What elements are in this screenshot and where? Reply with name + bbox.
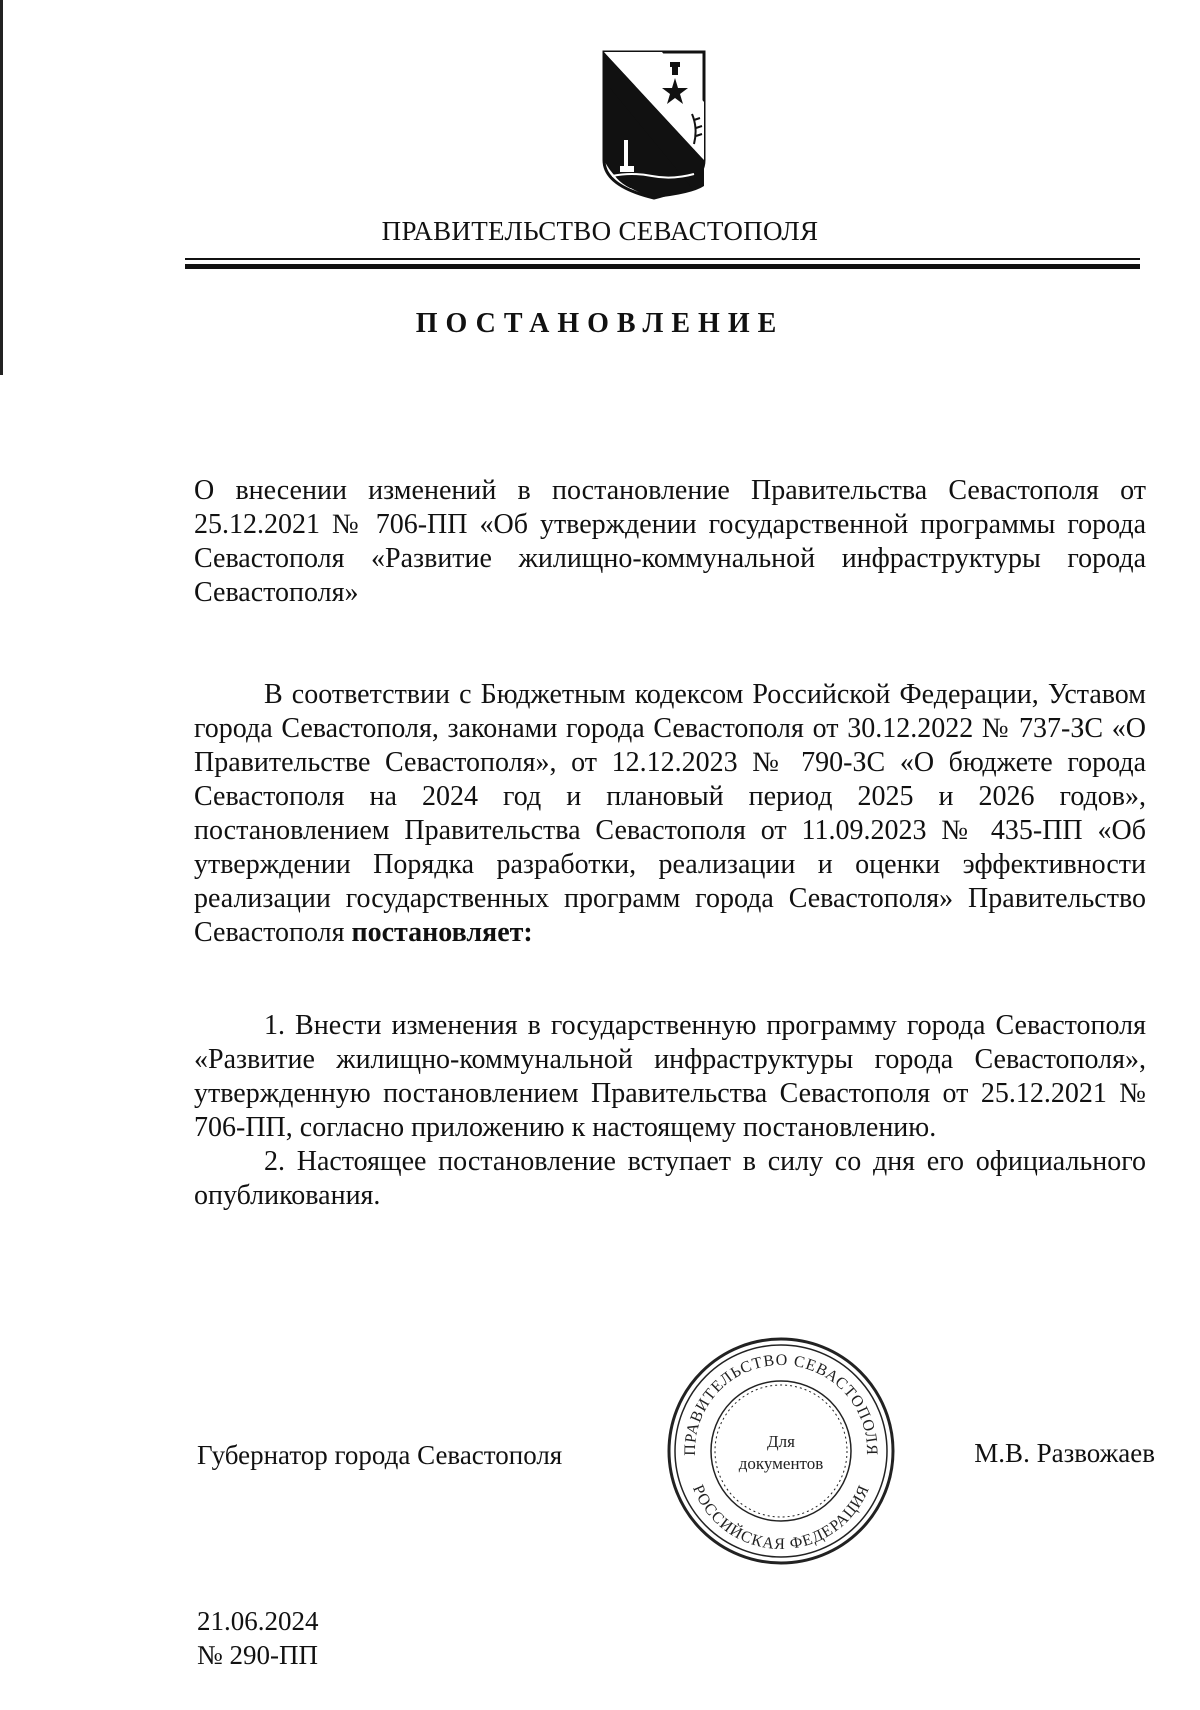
stamp-center-line2: документов xyxy=(738,1454,824,1473)
document-date-number xyxy=(197,1604,319,1672)
signatory-name: М.В. Развожаев xyxy=(974,1438,1155,1468)
header-rule-thick xyxy=(185,264,1140,269)
document-date: 21.06.2024 xyxy=(197,1606,319,1636)
official-stamp xyxy=(665,1335,897,1567)
preamble-text: В соответствии с Бюджетным кодексом Российской Федерации, Уставом города Севастополя, законами города Севастополя от 30.12.2022 № 737-ЗС «О Правительстве Севастополя», от 12.12.2023 № 790-ЗС «О бюджете города Севастополя на 2024 год и плановый период 2025 и 2026 годов», постановлением Правительства Севастополя от 11.09.2023 № 435-ПП «Об утверждении Порядка разработки, реализации и оценки эффективности реализации государственных программ города Севастополя» Правительство Севастополя xyxy=(194,679,1146,948)
svg-text:ПРАВИТЕЛЬСТВО СЕВАСТОПОЛЯ: ПРАВИТЕЛЬСТВО СЕВАСТОПОЛЯ xyxy=(681,1351,881,1456)
resolution-items xyxy=(194,1009,1146,1213)
resolution-item-1: 1. Внести изменения в государственную программу города Севастополя «Развитие жилищно-коммунальной инфраструктуры города Севастополя», утвержденную постановлением Правительства Севастополя от 25.12.2021 № 706-ПП, согласно приложению к настоящему постановлению. xyxy=(194,1010,1146,1143)
signatory-title: Губернатор города Севастополя xyxy=(197,1440,563,1470)
stamp-center-line1: Для xyxy=(767,1432,795,1451)
decree-word: постановляет: xyxy=(351,917,533,948)
preamble-paragraph xyxy=(194,678,1146,950)
svg-text:РОССИЙСКАЯ ФЕДЕРАЦИЯ: РОССИЙСКАЯ ФЕДЕРАЦИЯ xyxy=(689,1482,873,1554)
organization-name: ПРАВИТЕЛЬСТВО СЕВАСТОПОЛЯ xyxy=(381,216,819,246)
document-subject xyxy=(194,474,1146,610)
coat-of-arms-emblem xyxy=(602,48,706,204)
header-rule-thin xyxy=(185,258,1140,260)
subject-text: О внесении изменений в постановление Правительства Севастополя от 25.12.2021 № 706-ПП «Об утверждении государственной программы города Севастополя «Развитие жилищно-коммунальной инфраструктуры города Севастополя» xyxy=(194,475,1146,608)
preamble-section xyxy=(194,678,1146,950)
resolution-item-2: 2. Настоящее постановление вступает в силу со дня его официального опубликования. xyxy=(194,1146,1146,1211)
document-number: № 290-ПП xyxy=(197,1640,318,1670)
document-type-heading: ПОСТАНОВЛЕНИЕ xyxy=(415,308,785,339)
